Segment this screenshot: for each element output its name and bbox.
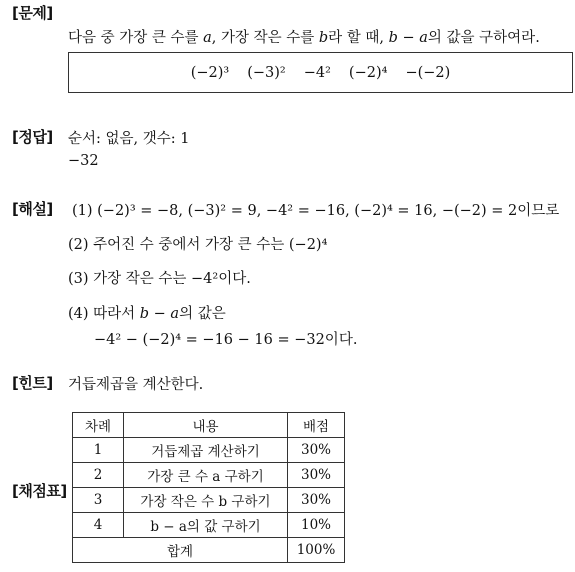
answer-meta: 순서: 없음, 갯수: 1: [68, 131, 190, 147]
problem-text-4: 의 값을 구하여라.: [427, 30, 540, 46]
choice-1: (−2)³: [190, 64, 230, 81]
answer-value: −32: [68, 153, 99, 169]
problem-expr: b − a: [388, 30, 428, 46]
table-row: [73, 513, 345, 538]
explanation-step-1: (1) (−2)³ = −8, (−3)² = 9, −4² = −16, (−2)⁴ = 16, −(−2) = 2이므로: [72, 203, 560, 219]
rubric-header-content: 내용: [124, 413, 288, 438]
explanation-step-4: [68, 302, 226, 323]
var-b: b: [318, 30, 329, 46]
rubric-header-row: [73, 413, 345, 438]
step4-text-1: (4) 따라서: [68, 306, 140, 322]
rubric-cell: 3: [73, 488, 124, 513]
table-row: [73, 463, 345, 488]
hint-text: 거듭제곱을 계산한다.: [68, 377, 204, 393]
rubric-section-label: [채점표]: [12, 482, 67, 500]
rubric-total-row: [73, 538, 345, 563]
step4-text-2: 의 값은: [179, 306, 226, 322]
explanation-step-3: (3) 가장 작은 수는 −4²이다.: [68, 271, 251, 287]
problem-text-1: 다음 중 가장 큰 수를: [68, 30, 204, 46]
rubric-cell: 거듭제곱 계산하기: [124, 438, 288, 463]
step4-expr: b − a: [139, 306, 180, 322]
answer-section-label: [정답]: [12, 128, 53, 146]
hint-section-label: [힌트]: [12, 374, 53, 392]
problem-text-3: 라 할 때,: [328, 30, 389, 46]
choice-3: −4²: [303, 64, 331, 81]
choice-5: −(−2): [405, 64, 451, 81]
problem-text: [68, 26, 540, 47]
rubric-cell: b − a의 값 구하기: [124, 513, 288, 538]
choice-2: (−3)²: [247, 64, 286, 81]
var-a: a: [203, 30, 212, 46]
rubric-cell: 2: [73, 463, 124, 488]
rubric-cell: 가장 큰 수 a 구하기: [124, 463, 288, 488]
problem-text-2: , 가장 작은 수를: [211, 30, 319, 46]
rubric-cell: 10%: [288, 513, 345, 538]
problem-section-label: [문제]: [12, 4, 53, 22]
rubric-header-order: 차례: [73, 413, 124, 438]
rubric-cell: 가장 작은 수 b 구하기: [124, 488, 288, 513]
rubric-cell: 1: [73, 438, 124, 463]
choice-4: (−2)⁴: [348, 64, 388, 81]
table-row: [73, 488, 345, 513]
table-row: [73, 438, 345, 463]
explanation-step-4-calc: −4² − (−2)⁴ = −16 − 16 = −32이다.: [94, 332, 358, 348]
rubric-total-value: 100%: [288, 538, 345, 563]
rubric-total-label: 합계: [73, 538, 288, 563]
explanation-section-label: [해설]: [12, 200, 53, 218]
rubric-cell: 4: [73, 513, 124, 538]
rubric-cell: 30%: [288, 463, 345, 488]
rubric-table: [72, 412, 345, 563]
explanation-step-2: (2) 주어진 수 중에서 가장 큰 수는 (−2)⁴: [68, 237, 328, 253]
choices-box: [68, 52, 573, 93]
rubric-header-points: 배점: [288, 413, 345, 438]
rubric-cell: 30%: [288, 488, 345, 513]
rubric-cell: 30%: [288, 438, 345, 463]
